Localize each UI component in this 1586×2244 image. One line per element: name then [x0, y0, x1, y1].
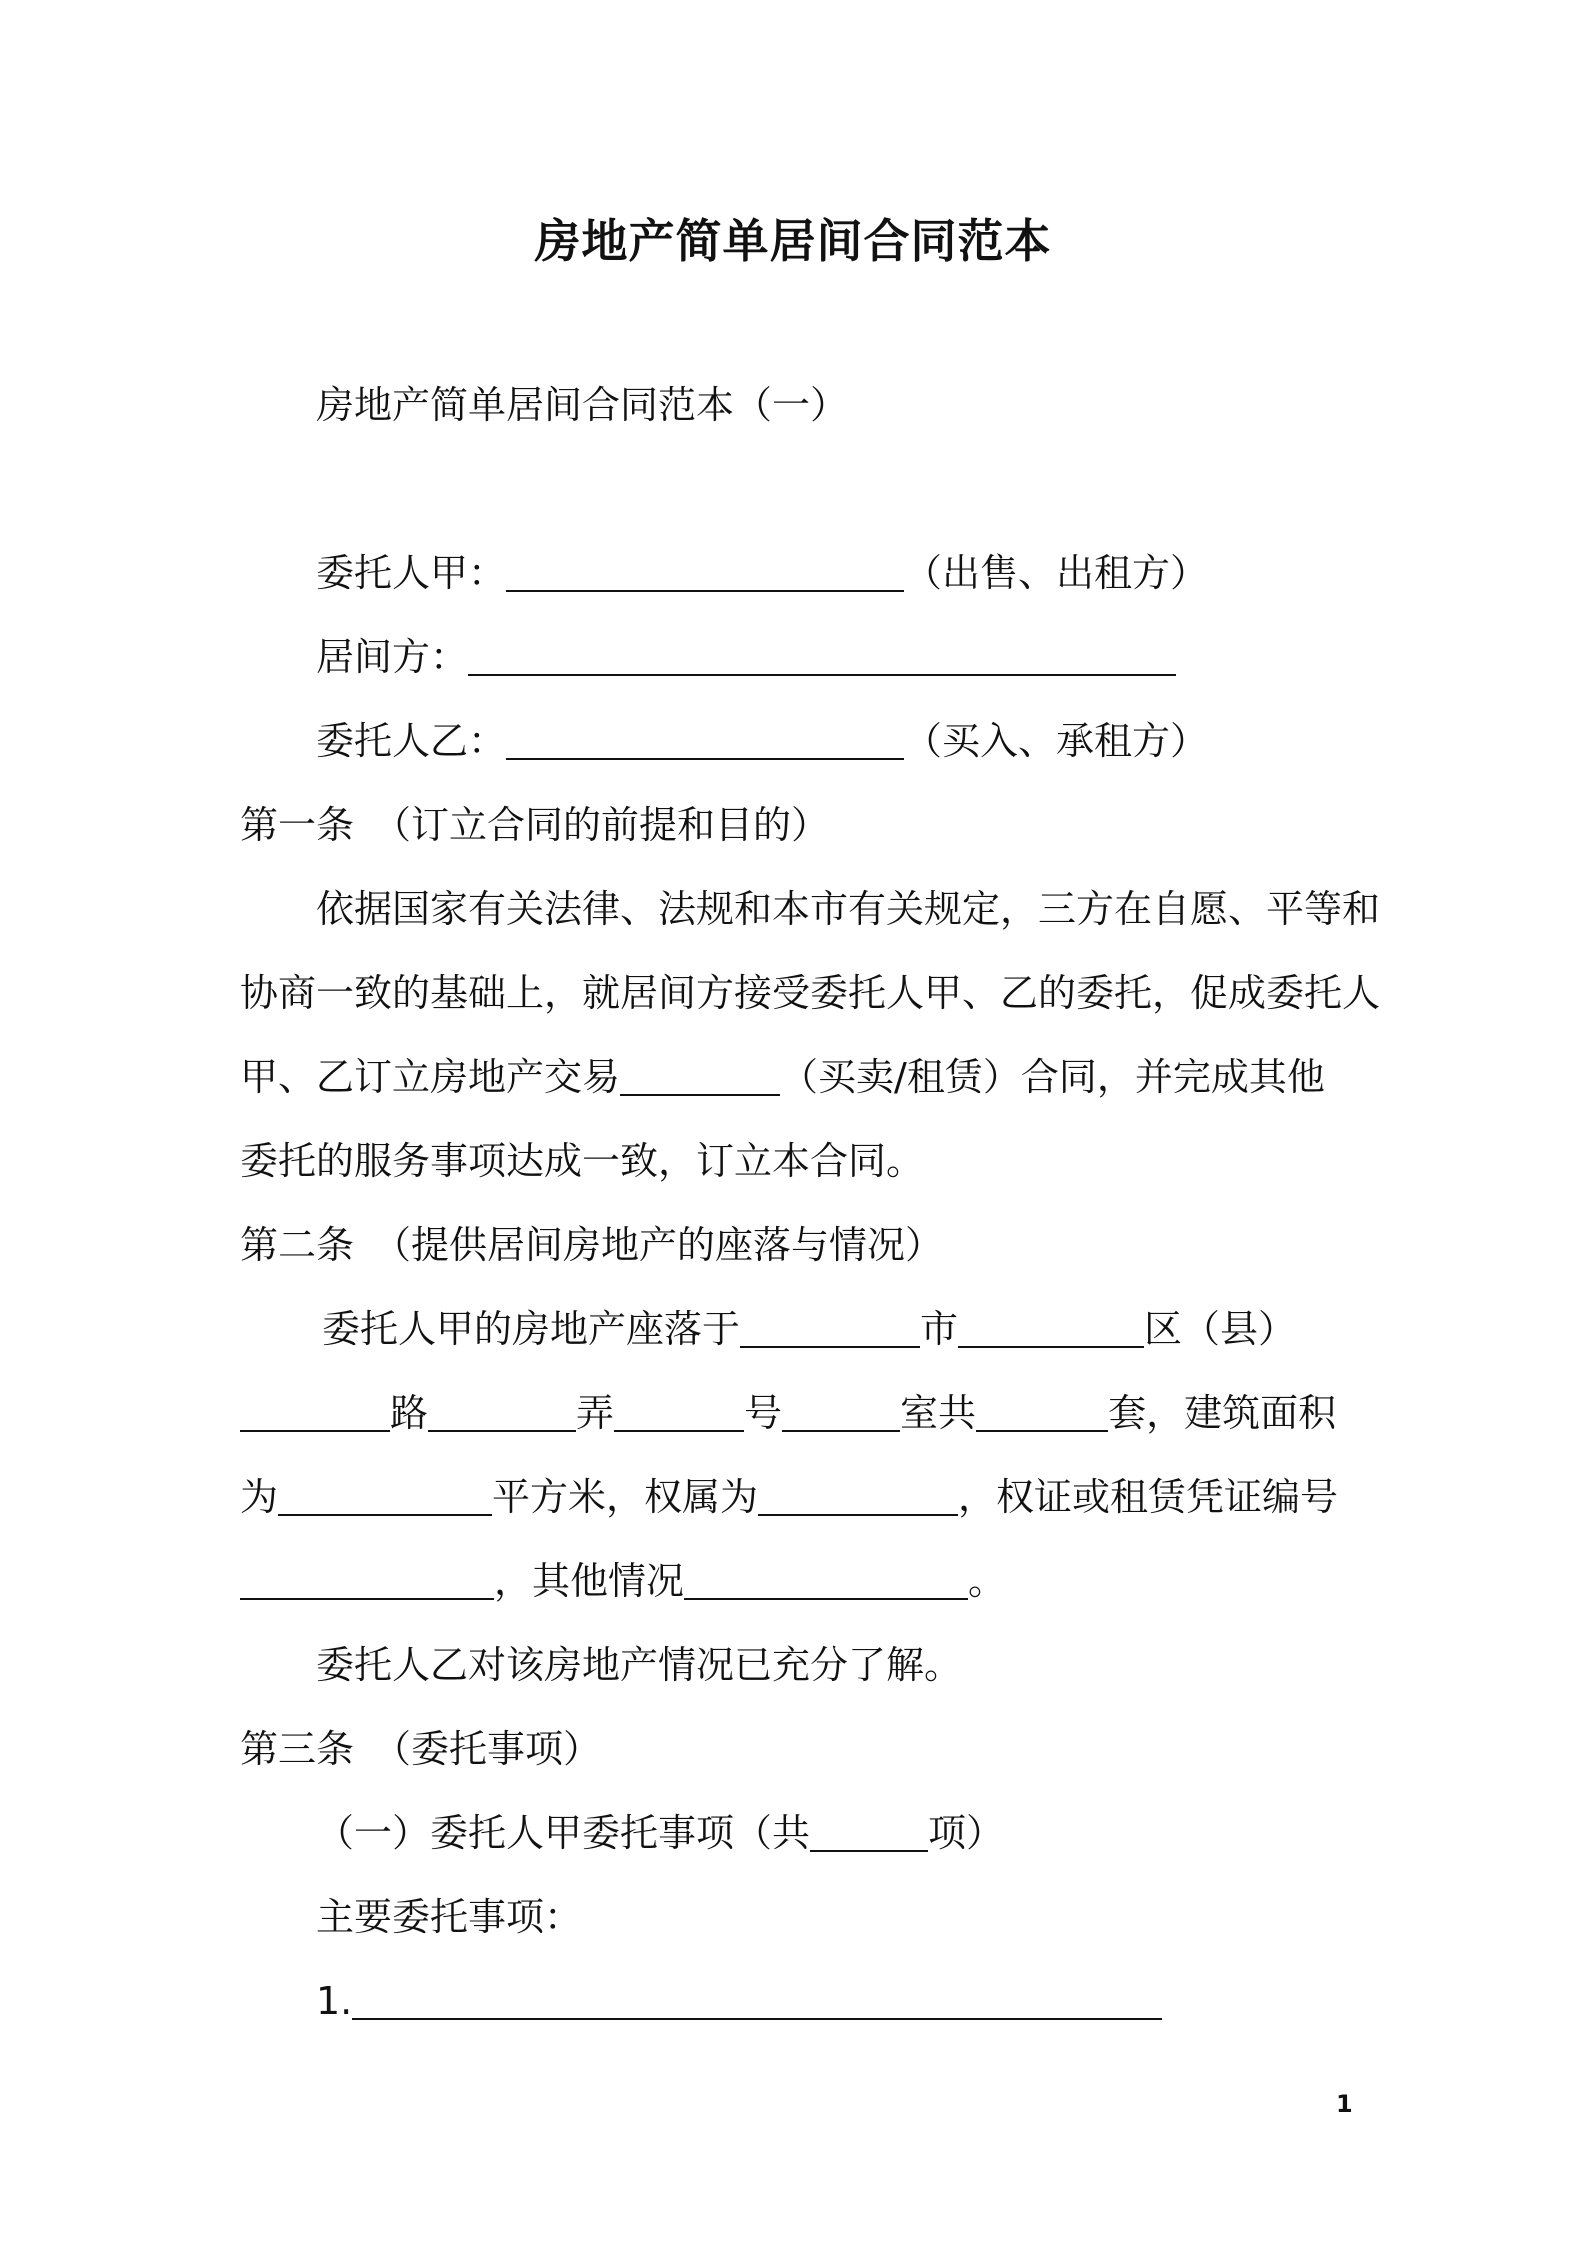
article-3-line-1 [316, 1808, 1004, 1858]
certificate-number-blank[interactable] [240, 1558, 494, 1600]
other-info-blank[interactable] [684, 1558, 968, 1600]
text: 项） [928, 1811, 1005, 1855]
number-blank[interactable] [614, 1390, 744, 1432]
text: （一）委托人甲委托事项（共 [316, 1811, 811, 1855]
text: 区（县） [1144, 1307, 1297, 1351]
broker-line [316, 632, 1176, 682]
party-a-label: 委托人甲： [316, 551, 507, 595]
text: 号 [744, 1391, 783, 1435]
broker-blank[interactable] [468, 634, 1176, 676]
text: ，权证或租赁凭证编号 [958, 1475, 1339, 1519]
text: 路 [390, 1391, 429, 1435]
party-b-label: 委托人乙： [316, 719, 507, 763]
article-3-line-3 [316, 1976, 1162, 2026]
area-blank[interactable] [278, 1474, 492, 1516]
article-1-title: 第一条 （订立合同的前提和目的） [240, 803, 830, 847]
article-1-line-2: 协商一致的基础上，就居间方接受委托人甲、乙的委托，促成委托人 [240, 971, 1381, 1015]
article-3-line-2: 主要委托事项： [316, 1895, 583, 1939]
road-blank[interactable] [240, 1390, 390, 1432]
text: （买卖/租赁）合同，并完成其他 [780, 1055, 1325, 1099]
party-b-blank[interactable] [506, 718, 904, 760]
article-1-line-1: 依据国家有关法律、法规和本市有关规定，三方在自愿、平等和 [316, 887, 1381, 931]
text: 室共 [900, 1391, 977, 1435]
text: 1. [316, 1979, 353, 2023]
text: 市 [920, 1307, 959, 1351]
page-number: 1 [1336, 2090, 1353, 2118]
text: 弄 [576, 1391, 615, 1435]
article-2-line-4 [240, 1556, 1006, 1606]
text: 套，建筑面积 [1108, 1391, 1337, 1435]
party-b-line [316, 716, 1208, 766]
city-blank[interactable] [740, 1306, 920, 1348]
article-1-line-3 [240, 1052, 1325, 1102]
article-2-line-5: 委托人乙对该房地产情况已充分了解。 [316, 1643, 963, 1687]
article-2-title: 第二条 （提供居间房地产的座落与情况） [240, 1223, 944, 1267]
article-2-line-2 [240, 1388, 1336, 1438]
document-title: 房地产简单居间合同范本 [534, 214, 1052, 268]
party-b-role: （买入、承租方） [904, 719, 1209, 763]
transaction-type-blank[interactable] [620, 1054, 780, 1096]
article-2-line-1 [322, 1304, 1296, 1354]
article-2-line-3 [240, 1472, 1338, 1522]
units-blank[interactable] [976, 1390, 1108, 1432]
text: 。 [968, 1559, 1007, 1603]
item-1-blank[interactable] [352, 1978, 1162, 2020]
party-a-blank[interactable] [506, 550, 904, 592]
text: 委托人甲的房地产座落于 [322, 1307, 741, 1351]
item-count-blank[interactable] [810, 1810, 928, 1852]
article-3-title: 第三条 （委托事项） [240, 1727, 602, 1771]
district-blank[interactable] [958, 1306, 1144, 1348]
room-blank[interactable] [782, 1390, 900, 1432]
party-a-role: （出售、出租方） [904, 551, 1209, 595]
broker-label: 居间方： [316, 635, 469, 679]
text: 为 [240, 1475, 279, 1519]
article-1-line-4: 委托的服务事项达成一致，订立本合同。 [240, 1139, 925, 1183]
text: 甲、乙订立房地产交易 [240, 1055, 621, 1099]
text: ，其他情况 [494, 1559, 685, 1603]
party-a-line [316, 548, 1208, 598]
lane-blank[interactable] [428, 1390, 576, 1432]
ownership-blank[interactable] [758, 1474, 958, 1516]
text: 平方米，权属为 [492, 1475, 759, 1519]
contract-subtitle: 房地产简单居间合同范本（一） [316, 383, 849, 427]
